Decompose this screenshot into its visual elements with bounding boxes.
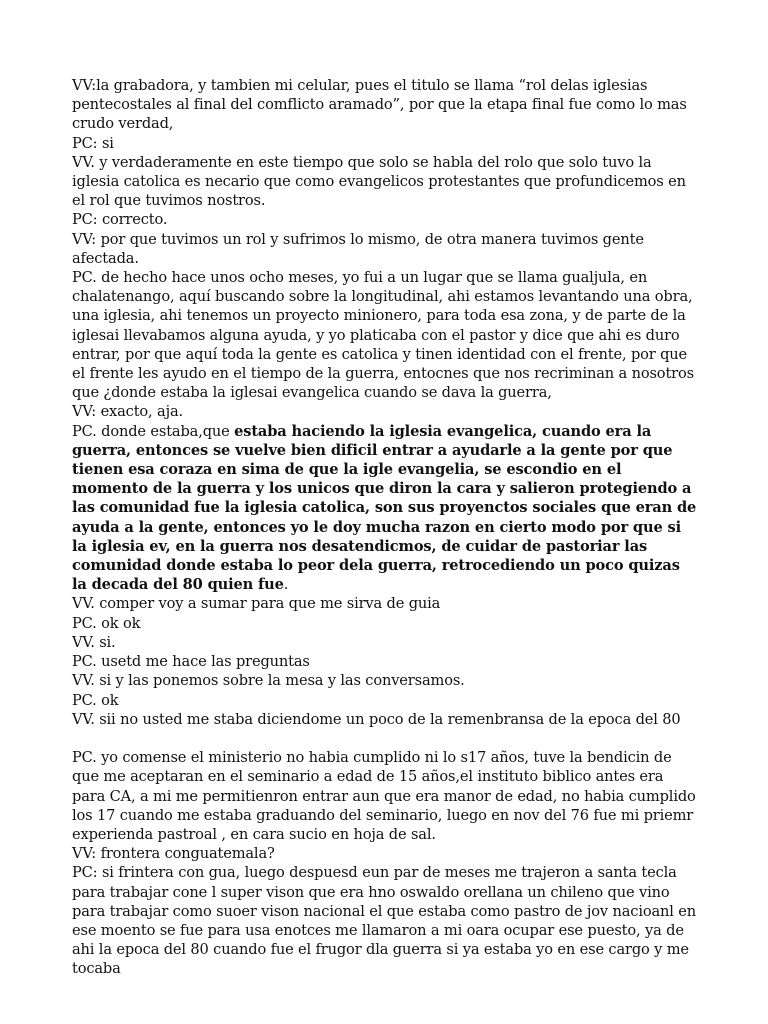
- paragraph: PC. de hecho hace unos ocho meses, yo fui a un lugar que se llama gualjula, en chalatenango, aquí buscando sobre la longitudinal, ahi estamos levantando una obra, una iglesia, ahi tenemos un proyecto minionero, para toda esa zona, y de parte de la iglesai llevabamos alguna ayuda, y yo platicaba con el pastor y dice que ahi es duro entrar, por que aquí toda la gente es catolica y tinen identidad con el frente, por que el frente les ayudo en el tiempo de la guerra, entocnes que nos recriminan a nosotros que ¿donde estaba la iglesai evangelica cuando se dava la guerra,: [72, 269, 694, 402]
- paragraph: VV: exacto, aja.: [72, 403, 184, 421]
- paragraph: VV:la grabadora, y tambien mi celular, pues el titulo se llama “rol delas iglesias pentecostales al final del comflicto aramado”, por que la etapa final fue como lo mas crudo verdad,: [72, 77, 687, 133]
- paragraph-bold-text: estaba haciendo la iglesia evangelica, cuando era la guerra, entonces se vuelve bien dificil entrar a ayudarle a la gente por que tienen esa coraza en sima de que la igle evangelia, se escondio en el momento de la guerra y los unicos que diron la cara y salieron protegiendo a las comunidad fue la iglesia catolica, son sus proyenctos sociales que eran de ayuda a la gente, entonces yo le doy mucha razon en cierto modo por que si la iglesia ev, en la guerra nos desatendicmos, de cuidar de pastoriar las comunidad donde estaba lo peor dela guerra, retrocediendo un poco quizas la decada del 80 quien fue: [72, 422, 697, 594]
- paragraph: PC: si: [72, 134, 114, 152]
- blank-line: [72, 729, 698, 748]
- paragraph-lead-text: PC. donde estaba,que: [72, 422, 235, 440]
- interview-transcript: [72, 76, 698, 979]
- paragraph-tail-text: .: [283, 576, 289, 594]
- paragraph: VV: por que tuvimos un rol y sufrimos lo mismo, de otra manera tuvimos gente afectada.: [72, 230, 644, 267]
- paragraph: VV. sii no usted me staba diciendome un poco de la remenbransa de la epoca del 80: [72, 710, 681, 728]
- paragraph: VV. comper voy a sumar para que me sirva de guia: [72, 595, 441, 613]
- paragraph-mixed-weight: [72, 422, 698, 595]
- paragraph: PC. usetd me hace las preguntas: [72, 653, 310, 671]
- paragraph: PC: si frintera con gua, luego despuesd eun par de meses me trajeron a santa tecla para trabajar cone l super vison que era hno oswaldo orellana un chileno que vino para trabajar como suoer vison nacional el que estaba como pastro de jov nacioanl en ese moento se fue para usa enotces me llamaron a mi oara ocupar ese puesto, ya de ahi la epoca del 80 cuando fue el frugor dla guerra si ya estaba yo en ese cargo y me tocaba: [72, 864, 697, 978]
- paragraph: PC: correcto.: [72, 211, 168, 229]
- paragraph: PC. ok ok: [72, 614, 141, 632]
- paragraph: PC. yo comense el ministerio no habia cumplido ni lo s17 años, tuve la bendicin de que me aceptaran en el seminario a edad de 15 años,el instituto biblico antes era para CA, a mi me permitienron entrar aun que era manor de edad, no habia cumplido los 17 cuando me estaba graduando del seminario, luego en nov del 76 fue mi priemr experienda pastroal , en cara sucio en hoja de sal.: [72, 749, 696, 843]
- paragraph: VV. si y las ponemos sobre la mesa y las conversamos.: [72, 672, 465, 690]
- paragraph: VV: frontera conguatemala?: [72, 845, 275, 863]
- paragraph: VV. y verdaderamente en este tiempo que solo se habla del rolo que solo tuvo la iglesia catolica es necario que como evangelicos protestantes que profundicemos en el rol que tuvimos nostros.: [72, 153, 686, 210]
- paragraph: VV. si.: [72, 633, 116, 651]
- paragraph: PC. ok: [72, 691, 119, 709]
